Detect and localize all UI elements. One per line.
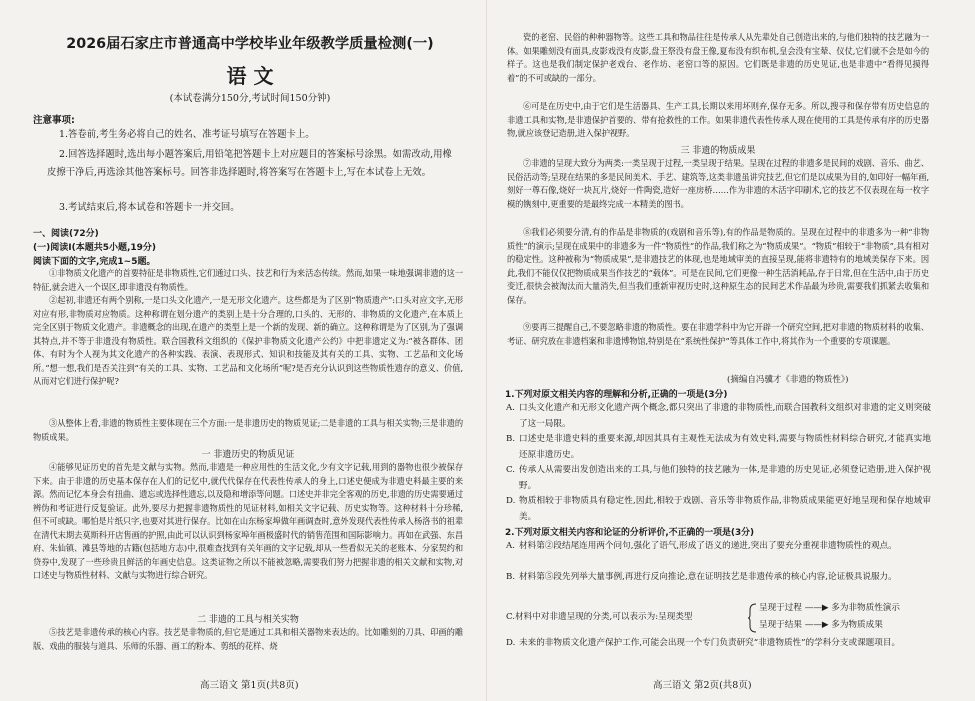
option-text: 口述史是非遗史料的重要来源,却因其具有主观性无法成为有效史料,需要与物质性材料综合研究,才能真实地还原非遗历史。 bbox=[519, 434, 931, 460]
paragraph-9: ⑨要再三提醒自己,不要忽略非遗的物质性。要在非遗学科中为它开辟一个研究空间,把对非遗的物质材料的收集、考证、研究放在非遗档案和非遗博物馆,特别是在“系统性保护”等具体工作中,将其作为一个重要的专项课题。 bbox=[507, 322, 929, 346]
option-text: 材料第②段结尾连用两个问句,强化了语气,形成了语义的递进,突出了要充分重视非遗物质性的观点。 bbox=[519, 541, 897, 551]
option-text: 物质相较于非物质具有稳定性,因此,相较于戏剧、音乐等非物质作品,非物质成果能更好地呈现和保存地域审美。 bbox=[519, 496, 931, 522]
option-text: 传承人从需要出发创造出来的工具,与他们独特的技艺融为一体,是非遗的历史见证,必须登记造册,进入保护视野。 bbox=[519, 465, 931, 491]
exam-title: 2026届石家庄市普通高中学校毕业年级教学质量检测(一) bbox=[66, 36, 434, 52]
source-citation: (摘编自冯骥才《非遗的物质性》) bbox=[727, 375, 849, 385]
paragraph-5-continued: 瓷的老窑、民俗的种种器物等。这些工具和物品往往是传承人从先辈处自己创造出来的,与他们独特的技艺融为一体。如果雕刻没有面具,皮影戏没有皮影,盘王祭没有盘王像,夏布没有织布机,皇会没有宝辇、仪仗,它们就不会是如今的样子。这也是我们制定保护老戏台、老作坊、老窑口等的原因。它们既是非遗的历史见证,也是非遗中“看得见摸得着”的不可或缺的一部分。 bbox=[507, 32, 929, 83]
question-2-option-a bbox=[506, 539, 931, 555]
right-footer: 高三语文 第2页(共8页) bbox=[653, 680, 752, 691]
option-label: A. bbox=[506, 541, 515, 551]
paragraph-7: ⑦非遗的呈现大致分为两类:一类呈现于过程,一类呈现于结果。呈现在过程的非遗多是民间的戏剧、音乐、曲艺、民俗活动等;呈现在结果的多是民间美术、手艺、建筑等,这类非遗虽讲究技艺,但它们是以成果为目的,如印好一幅年画,刻好一尊石像,烧好一块瓦片,烧好一件陶瓷,造好一座房桥……作为非遗的木活字印刷术,它的技艺不仅表现在每一枚字模的镌刻中,更重要的是最终完成一本精美的图书。 bbox=[507, 158, 929, 209]
note-3: 3.考试结束后,将本试卷和答题卡一并交回。 bbox=[59, 202, 240, 213]
note-2: 2.回答选择题时,选出每小题答案后,用铅笔把答题卡上对应题目的答案标号涂黑。如需改动,用橡皮擦干净后,再选涂其他答案标号。回答非选择题时,将答案写在答题卡上,写在本试卷上无效。 bbox=[47, 149, 452, 178]
question-2-stem: 2.下列对原文相关内容和论证的分析评价,不正确的一项是(3分) bbox=[505, 528, 755, 538]
option-label: B. bbox=[506, 572, 516, 582]
option-label: C. bbox=[506, 465, 516, 475]
paragraph-2: ②起初,非遗还有两个别称,一是口头文化遗产,一是无形文化遗产。这些都是为了区别“物质遗产”:口头对应文字,无形对应有形,非物质对应物质。这种称谓在划分遗产的类别上是十分合理的,口头的、无形的、非物质的文化遗产,在本质上完全区别于物质文化遗产。非遗概念的出现,在遗产的类型上是一个新的发现、新的确立。这种称谓是为了区别,为了强调其特点,并不等于非遗没有物质性。联合国教科文组织的《保护非物质文化遗产公约》中把非遗定义为:“被各群体、团体、有时为个人视为其文化遗产的各种实践、表演、表现形式、知识和技能及其有关的工具、实物、工艺品和文化场所。”想一想,我们是否关注到“有关的工具、实物、工艺品和文化场所”呢?是否充分认识到这些物质性遗存的意义、价值,从而对它们进行保护呢? bbox=[33, 295, 463, 386]
option-text: 未来的非物质文化遗产保护工作,可能会出现一个专门负责研究“非遗物质性”的学科分支或课题项目。 bbox=[519, 638, 901, 648]
heading-two: 二 非遗的工具与相关实物 bbox=[197, 615, 299, 625]
heading-three: 三 非遗的物质成果 bbox=[680, 146, 756, 156]
question-2-option-b bbox=[506, 570, 931, 586]
section-one-heading: 一、阅读(72分) bbox=[33, 229, 99, 239]
option-text: 材料第⑤段先列举大量事例,再进行反向推论,意在证明技艺是非遗传承的核心内容,论证极具说服力。 bbox=[519, 572, 897, 582]
note-1: 1.答卷前,考生务必将自己的姓名、准考证号填写在答题卡上。 bbox=[59, 129, 315, 140]
paragraph-1: ①非物质文化遗产的首要特征是非物质性,它们通过口头、技艺和行为来活态传续。然而,如果一味地强调非遗的这一特征,就会进入一个误区,即非遗没有物质性。 bbox=[33, 268, 463, 292]
subject-title: 语 文 bbox=[226, 64, 274, 88]
part-one-heading: (一)阅读Ⅰ(本题共5小题,19分) bbox=[33, 243, 157, 253]
question-2-option-d bbox=[506, 636, 931, 652]
option-label: D. bbox=[506, 638, 516, 648]
reading-instruction: 阅读下面的文字,完成1~5题。 bbox=[33, 257, 156, 267]
paragraph-8: ⑧我们必须要分清,有的作品是非物质的(戏剧和音乐等),有的作品是物质的。呈现在过程中的非遗多为一种“非物质性”的演示;呈现在成果中的非遗多为一件“物质性”的作品,我们称之为“物质成果”。“物质”相较于“非物质”,具有相对的稳定性。这种被称为“物质成果”,是非遗技艺的体现,也是地域审美的直接呈现,能将非遗特有的地域美保存下来。因此,我们不能仅仅把物质成果当作技艺的“载体”。可是在民间,它们更像一种生活消耗品,存于日常,但在生活中,由于历史变迁,很快会被淘汰而大量消失,但当我们重新审视历史时,这种原生态的民间艺术作品最为珍贵,需要我们抓紧去收集和保存。 bbox=[507, 227, 929, 305]
question-1-option-a bbox=[506, 401, 931, 432]
question-2-option-c bbox=[506, 601, 931, 637]
paragraph-5: ⑤技艺是非遗传承的核心内容。技艺是非物质的,但它是通过工具和相关器物来表达的。比如雕刻的刀具、印画的雕版、戏曲的服装与道具、乐师的乐器、画工的粉本、剪纸的花样、烧 bbox=[33, 627, 463, 651]
question-1-option-d bbox=[506, 494, 931, 525]
brace-icon bbox=[747, 603, 757, 633]
option-c-branch-process: 呈现于过程 ——▶ 多为非物质性演示 bbox=[759, 603, 900, 613]
option-label: B. bbox=[506, 434, 516, 444]
paragraph-3: ③从整体上看,非遗的物质性主要体现在三个方面:一是非遗历史的物质见证;二是非遗的工具与相关实物;三是非遗的物质成果。 bbox=[33, 418, 463, 442]
exam-subtitle: (本试卷满分150分,考试时间150分钟) bbox=[169, 93, 331, 104]
option-label: A. bbox=[506, 403, 515, 413]
left-page bbox=[0, 0, 487, 701]
paragraph-6: ⑥可是在历史中,由于它们是生活器具、生产工具,长期以来用坏则弃,保存无多。所以,搜寻和保存带有历史信息的非遗工具和实物,是非遗保护首要的、带有抢救性的工作。如果非遗代表性传承人现在使用的工具是传承有序的历史器物,就应该登记造册,进入保护视野。 bbox=[507, 101, 929, 138]
option-text: 口头文化遗产和无形文化遗产两个概念,都只突出了非遗的非物质性,而联合国教科文组织对非遗的定义则突破了这一局限。 bbox=[519, 403, 931, 429]
left-footer: 高三语文 第1页(共8页) bbox=[200, 680, 299, 691]
question-1-stem: 1.下列对原文相关内容的理解和分析,正确的一项是(3分) bbox=[505, 390, 728, 400]
option-c-text: C.材料中对非遗呈现的分类,可以表示为:呈现类型 bbox=[506, 612, 693, 622]
option-label: D. bbox=[506, 496, 516, 506]
heading-one: 一 非遗历史的物质见证 bbox=[201, 450, 295, 460]
question-1-option-c bbox=[506, 463, 931, 494]
option-c-branch-result: 呈现于结果 ——▶ 多为物质成果 bbox=[759, 620, 883, 630]
question-1-option-b bbox=[506, 432, 931, 463]
paragraph-4: ④能够见证历史的首先是文献与实物。然而,非遗是一种应用性的生活文化,少有文字记载,用到的器物也很少被保存下来。由于非遗的历史基本保存在人们的记忆中,就代代保存在代表性传承人的身上,口述史便成为非遗史料最主要的来源。然而记忆本身会有扭曲、遗忘或选择性遗忘,以及隐和增添等问题。口述史并非完全客观的历史,非遗的历史需要通过辨伪和考证进行反复验证。此外,要尽力把握非遗物质性的见证材料,如相关文字记载、历史实物等。这种材料十分珍稀,但不可或缺。哪怕是片纸只字,也要对其进行保存。比如在山东杨家埠做年画调查时,意外发现代表性传承人杨洛书的祖辈在清代末期去莫斯科开店售画的护照,由此可以认识到杨家埠年画极盛时代的销售范围和国际影响力。再如在武强、东昌府、朱仙镇、滩县等地的古籍(包括地方志)中,很难查找到有关年画的文字记载,却从一些看似无关的老账本、分家契约和贷券中,发现了一些珍贵且鲜活的年画史信息。这类证物之所以不能被忽略,需要我们努力把握非遗的相关文献和实物,对口述史与物质性材料、文献与实物进行综合研究。 bbox=[33, 462, 463, 580]
notes-heading: 注意事项: bbox=[33, 115, 75, 126]
